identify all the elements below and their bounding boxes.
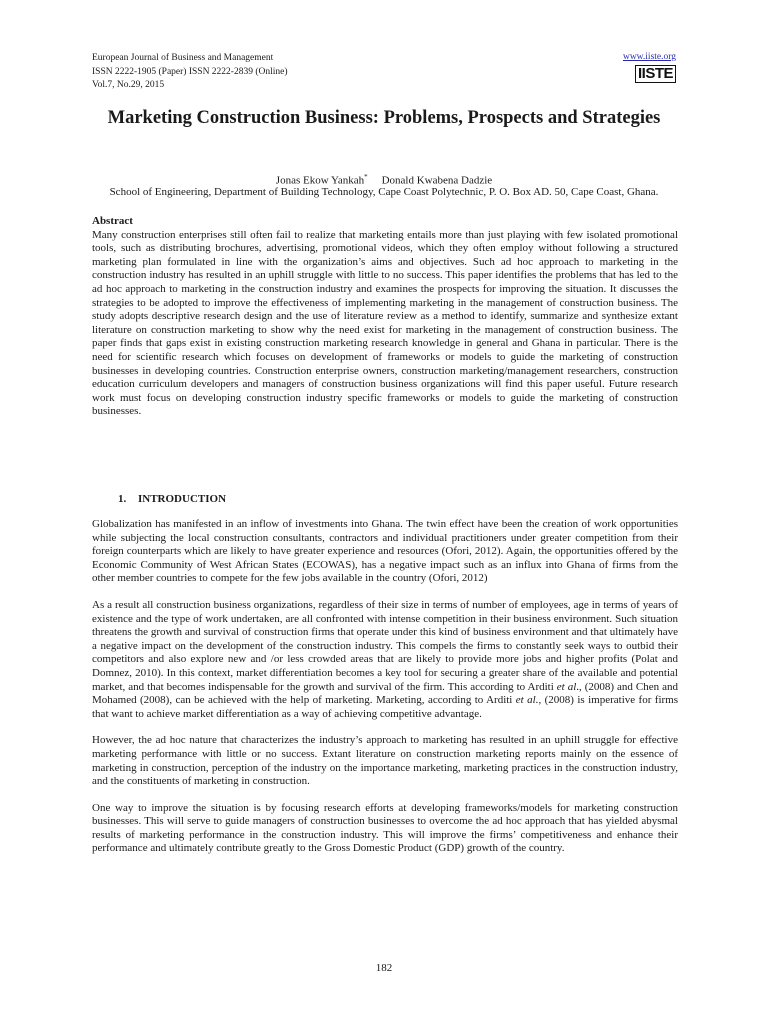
paragraph: Globalization has manifested in an inflow of investments into Ghana. The twin effect have been the creation of work opportunities while subjecting the local construction consultants, contractors and individual practitioners under greater competition from their foreign counterparts which are likely to have greater experience and resources (Ofori, 2012). Again, the opportunities offered by the Economic Community of West African States (ECOWAS), has a negative impact such as an influx into Ghana of firms from the other member countries to compete for the few jobs available in the country (Ofori, 2012) (92, 518, 678, 585)
paragraph (92, 599, 678, 721)
abstract-text: Many construction enterprises still often fail to realize that marketing entails more than just playing with few isolated promotional tools, such as distributing brochures, advertising, promotional videos, which they often employ without following a structured marketing plan formulated in line with the organization’s aims and objectives. Such ad hoc approach to marketing in the construction industry has resulted in an uphill struggle with little to no success. This paper identifies the problems that has led to the ad hoc approach to marketing in the construction industry and examines the prospects for improving the situation. It discusses the strategies to be adopted to improve the effectiveness of implementing marketing in the management of construction business. The study adopts descriptive research design and the use of literature review as a method to identify, summarize and synthesize extant literature on construction marketing to show why the need exist for marketing in the management of construction business. The paper finds that gaps exist in existing construction marketing research knowledge in general and Ghana in particular. There is the need for scientific research which focuses on development of frameworks or models to guide the marketing of construction businesses in developing countries. Construction enterprise owners, construction marketing/management researchers, construction education curriculum developers and managers of construction business organizations will find this paper useful. Future research work must focus on developing construction industry specific frameworks or models to guide the marketing of construction businesses. (92, 228, 678, 418)
iiste-logo (635, 65, 676, 83)
author-second: Donald Kwabena Dadzie (381, 174, 493, 187)
affiliation: School of Engineering, Department of Building Technology, Cape Coast Polytechnic, P. O. Box AD. 50, Cape Coast, Ghana. (109, 186, 659, 198)
section-title: INTRODUCTION (138, 493, 227, 505)
iiste-logo-text: IISTE (635, 65, 676, 83)
abstract-heading: Abstract (92, 215, 133, 227)
author-first-mark: * (364, 173, 368, 181)
paragraph-text: As a result all construction business organizations, regardless of their size in terms of number of employees, age in terms of years of existence and the type of work undertaken, are all confronted with intense competition in their business environment. Such situation threatens the growth and survival of construction firms that operate under this kind of business environment and that ultimately have a negative impact on the development of the construction industry. This compels the firms to constantly seek ways to outbid their competitors and also explore new and /or less crowded areas that are likely to provide more jobs and higher profits (Polat and Domnez, 2010). In this context, market differentiation becomes a key tool for securing a greater share of the available and potential market, and that becomes indispensable for the growth and survival of the firm. This according to Arditi (92, 598, 678, 693)
introduction-body (92, 518, 678, 869)
et-al-italic: et al., (515, 694, 542, 707)
journal-name: European Journal of Business and Management (92, 53, 274, 63)
paragraph: However, the ad hoc nature that characterizes the industry’s approach to marketing has resulted in an uphill struggle for effective marketing performance with little or no success. Extant literature on construction marketing reports mainly on the essence of marketing in construction, perception of the industry on the importance marketing, marketing practices in the construction industry, and the constituents of marketing in construction. (92, 734, 678, 788)
abstract-section (92, 215, 678, 419)
section-number: 1. (118, 493, 127, 505)
et-al-italic: et al (556, 680, 577, 693)
journal-header (92, 52, 288, 93)
journal-url-link[interactable]: www.iiste.org (622, 52, 676, 62)
introduction-heading (118, 492, 226, 506)
paper-title: Marketing Construction Business: Problems, Prospects and Strategies (107, 108, 661, 128)
paragraph: One way to improve the situation is by focusing research efforts at developing frameworks/models for marketing construction businesses. This will serve to guide managers of construction businesses to overcome the ad hoc approach that has yielded abysmal results of marketing performance in the construction industry. This will improve the firms’ competitiveness and enhance their performance and ultimately contribute greatly to the Gross Domestic Product (GDP) growth of the country. (92, 801, 678, 855)
journal-volume: Vol.7, No.29, 2015 (92, 80, 165, 90)
journal-issn: ISSN 2222-1905 (Paper) ISSN 2222-2839 (Online) (92, 66, 288, 77)
journal-header-right (623, 52, 676, 83)
paragraph-text: ., (2008) and Chen and Mohamed (2008), can be achieved with the help of marketing. Marketing, according to Arditi (92, 680, 679, 707)
author-first: Jonas Ekow Yankah (275, 174, 365, 187)
page-number: 182 (375, 962, 393, 974)
paragraph-text: (2008) is imperative for firms that want to achieve market differentiation as a way of achieving competitive advantage. (92, 694, 679, 720)
